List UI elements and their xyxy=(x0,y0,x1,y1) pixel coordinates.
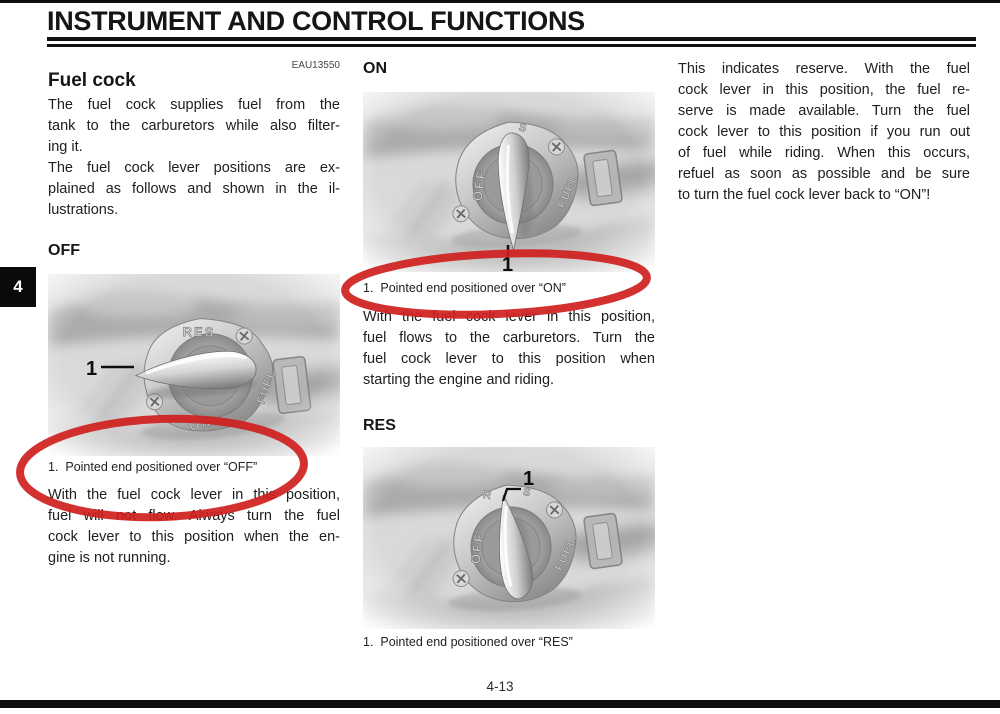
photo-fuel-cock-on xyxy=(363,92,655,272)
photo-fuel-cock-res xyxy=(363,447,655,629)
res-heading: RES xyxy=(363,417,396,434)
text-line: cock lever to this position if you run out xyxy=(678,124,970,140)
section-title: Fuel cock xyxy=(48,70,136,91)
on-paragraph xyxy=(363,309,655,393)
text-line: With the fuel cock lever in this position, xyxy=(363,309,655,325)
section-code: EAU13550 xyxy=(291,60,340,71)
text-line: ing it. xyxy=(48,139,83,155)
fuel-cock-paragraph-2 xyxy=(48,160,340,223)
page-top-border xyxy=(0,0,1000,3)
fuel-cock-paragraph-1 xyxy=(48,97,340,160)
on-figure-caption: 1. Pointed end positioned over “ON” xyxy=(363,281,566,295)
chapter-tab-number: 4 xyxy=(13,277,23,296)
res-paragraph xyxy=(678,61,970,208)
figure-callout-1: 1 xyxy=(86,358,98,380)
text-line: of fuel while riding. When this occurs, xyxy=(678,145,970,161)
off-paragraph xyxy=(48,487,340,571)
figure-callout-1: 1 xyxy=(502,254,514,272)
text-line: fuel flows to the carburetors. Turn the xyxy=(363,330,655,346)
text-line: The fuel cock lever positions are ex- xyxy=(48,160,340,176)
on-heading: ON xyxy=(363,60,387,77)
photo-fuel-cock-off xyxy=(48,274,340,456)
res-figure-caption: 1. Pointed end positioned over “RES” xyxy=(363,635,573,649)
text-line: cock lever in this position, the fuel re- xyxy=(678,82,970,98)
chapter-header: INSTRUMENT AND CONTROL FUNCTIONS xyxy=(47,6,585,36)
header-rule-thin xyxy=(47,44,976,47)
text-line: plained as follows and shown in the il- xyxy=(48,181,340,197)
text-line: serve is made available. Turn the fuel xyxy=(678,103,970,119)
text-line: to turn the fuel cock lever back to “ON”! xyxy=(678,187,931,203)
text-line: fuel will not flow. Always turn the fuel xyxy=(48,508,340,524)
text-line: This indicates reserve. With the fuel xyxy=(678,61,970,77)
text-line: cock lever to this position when the en- xyxy=(48,529,340,545)
text-line: starting the engine and riding. xyxy=(363,372,555,388)
page-bottom-border xyxy=(0,700,1000,708)
off-figure-caption: 1. Pointed end positioned over “OFF” xyxy=(48,460,258,474)
chapter-tab xyxy=(0,267,36,307)
off-heading: OFF xyxy=(48,242,80,259)
text-line: lustrations. xyxy=(48,202,119,218)
figure-callout-1: 1 xyxy=(523,468,535,490)
text-line: The fuel cock supplies fuel from the xyxy=(48,97,340,113)
text-line: gine is not running. xyxy=(48,550,171,566)
page-number: 4-13 xyxy=(486,679,514,694)
header-rule-thick xyxy=(47,37,976,41)
text-line: With the fuel cock lever in this position, xyxy=(48,487,340,503)
text-line: refuel as soon as possible and be sure xyxy=(678,166,970,182)
text-line: fuel cock lever to this position when xyxy=(363,351,655,367)
text-line: tank to the carburetors while also filter- xyxy=(48,118,340,134)
